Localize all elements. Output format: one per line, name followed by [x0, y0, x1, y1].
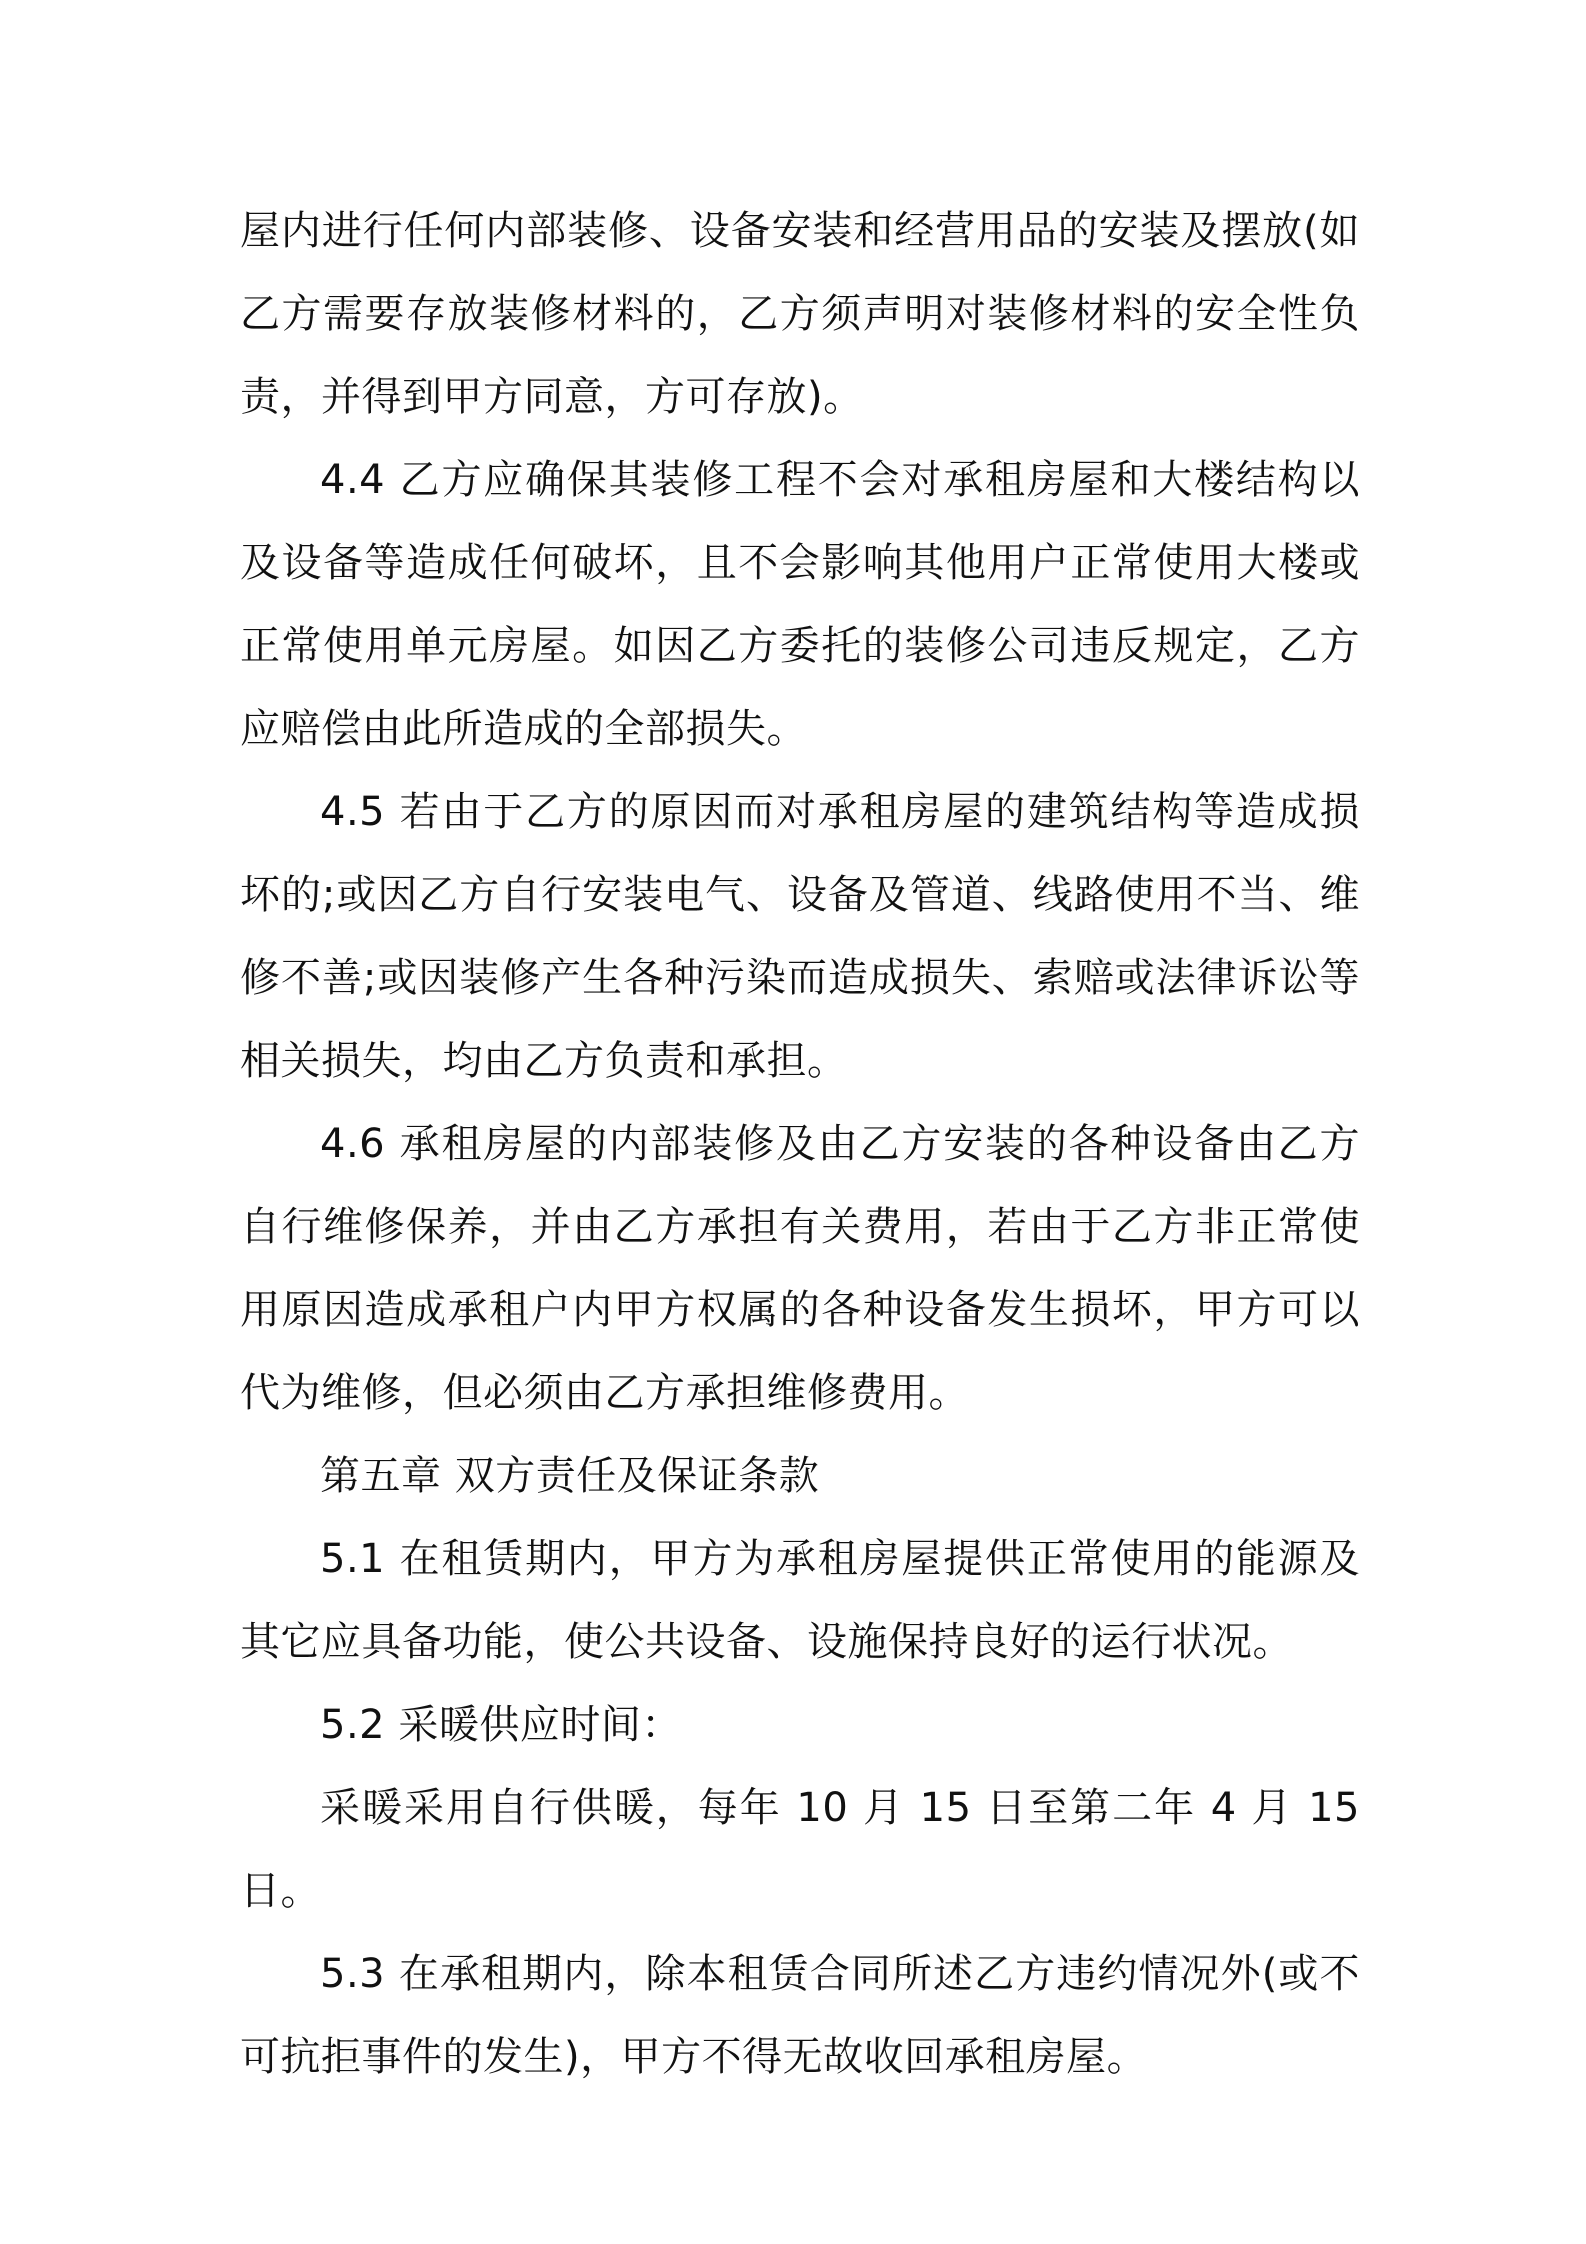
paragraph-continuation: 屋内进行任何内部装修、设备安装和经营用品的安装及摆放(如乙方需要存放装修材料的，乙方须声明对装修材料的安全性负责，并得到甲方同意，方可存放)。: [240, 208, 1360, 420]
document-page: [240, 190, 1360, 2099]
clause-5-1: 5.1 在租赁期内，甲方为承租房屋提供正常使用的能源及其它应具备功能，使公共设备、设施保持良好的运行状况。: [240, 1536, 1360, 1665]
clause-4-5: 4.5 若由于乙方的原因而对承租房屋的建筑结构等造成损坏的;或因乙方自行安装电气、设备及管道、线路使用不当、维修不善;或因装修产生各种污染而造成损失、索赔或法律诉讼等相关损失，均由乙方负责和承担。: [240, 789, 1360, 1084]
clause-4-6: 4.6 承租房屋的内部装修及由乙方安装的各种设备由乙方自行维修保养，并由乙方承担有关费用，若由于乙方非正常使用原因造成承租户内甲方权属的各种设备发生损坏，甲方可以代为维修，但必须由乙方承担维修费用。: [240, 1121, 1360, 1416]
heating-period: 采暖采用自行供暖，每年 10 月 15 日至第二年 4 月 15 日。: [240, 1785, 1360, 1914]
clause-4-4: 4.4 乙方应确保其装修工程不会对承租房屋和大楼结构以及设备等造成任何破坏，且不会影响其他用户正常使用大楼或正常使用单元房屋。如因乙方委托的装修公司违反规定，乙方应赔偿由此所造成的全部损失。: [240, 457, 1360, 752]
clause-5-2: 5.2 采暖供应时间：: [320, 1702, 682, 1748]
chapter-5-title: 第五章 双方责任及保证条款: [320, 1453, 820, 1499]
clause-5-3: 5.3 在承租期内，除本租赁合同所述乙方违约情况外(或不可抗拒事件的发生)，甲方不得无故收回承租房屋。: [240, 1951, 1360, 2080]
